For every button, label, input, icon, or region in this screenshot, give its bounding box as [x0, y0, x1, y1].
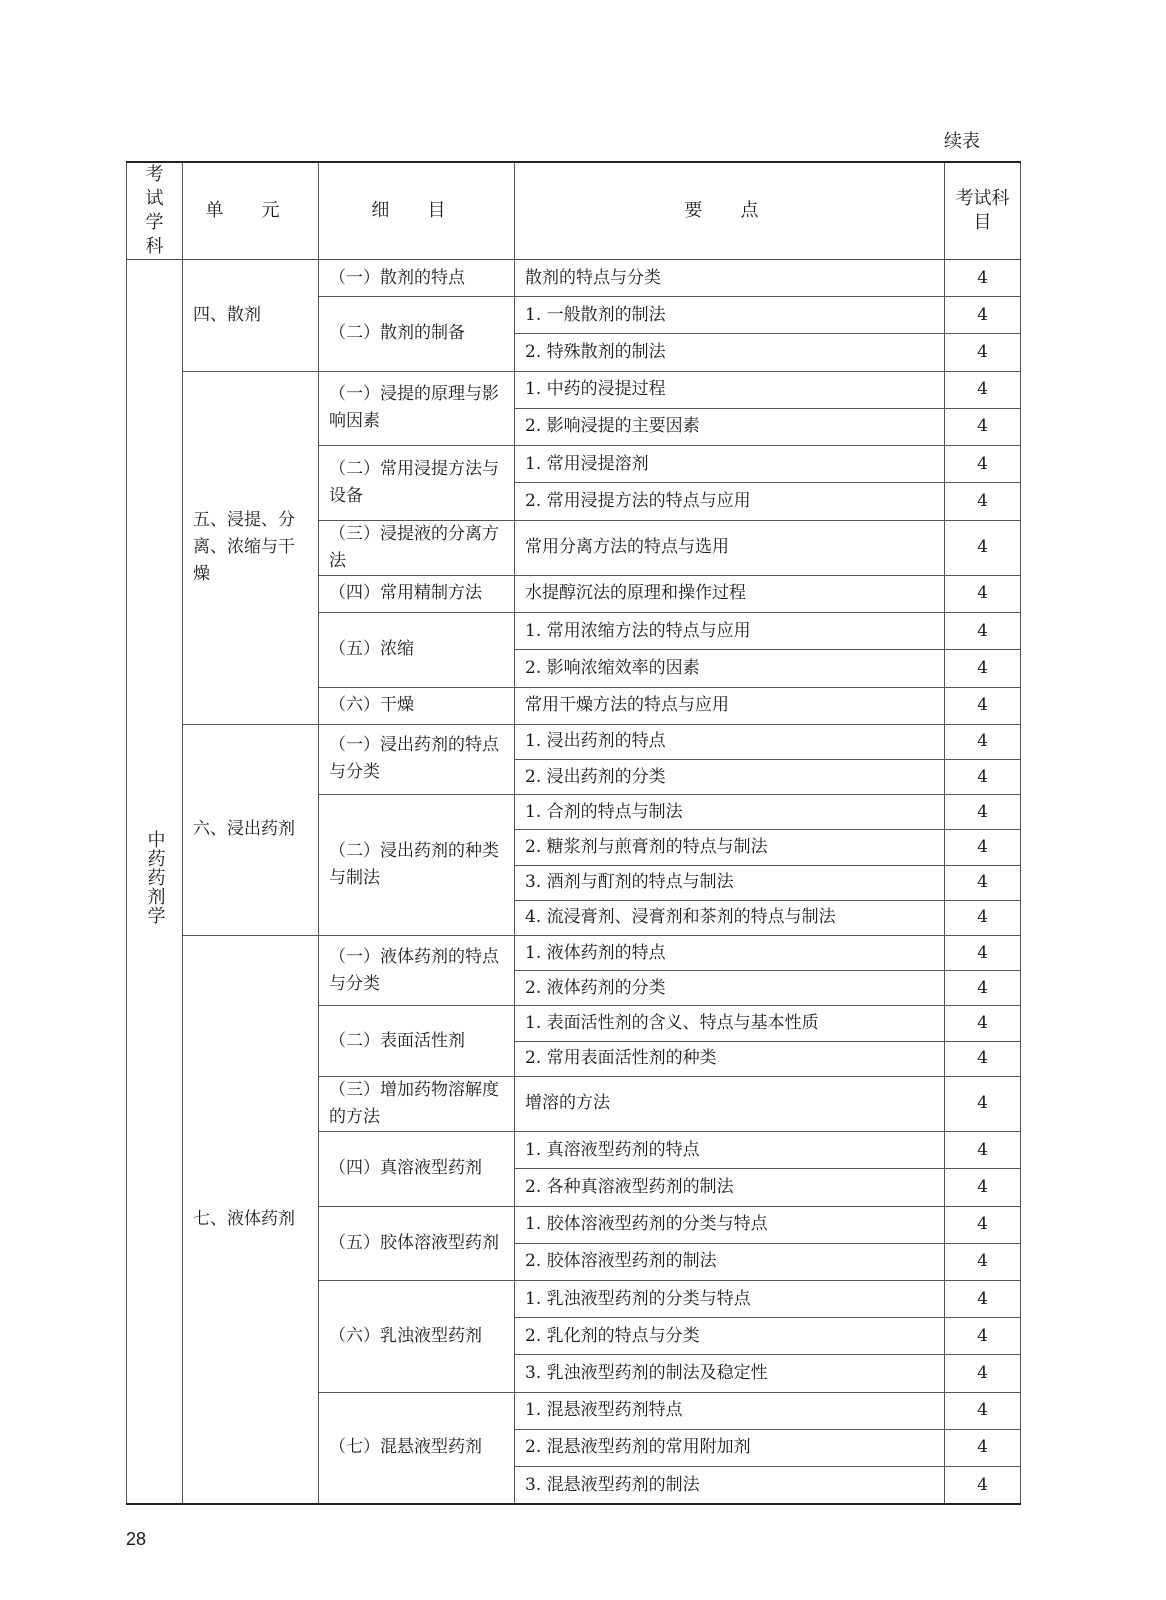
key-point-cell: 2. 乳化剂的特点与分类: [515, 1318, 945, 1355]
exam-level-cell: 4: [945, 408, 1021, 445]
syllabus-table: [126, 161, 1021, 1505]
sub-item-cell: （二）散剂的制备: [319, 297, 515, 371]
header-unit: 单 元: [183, 162, 319, 260]
key-point-cell: 2. 胶体溶液型药剂的制法: [515, 1243, 945, 1280]
sub-item-cell: （四）真溶液型药剂: [319, 1132, 515, 1206]
key-point-cell: 1. 浸出药剂的特点: [515, 724, 945, 759]
sub-item-cell: （五）胶体溶液型药剂: [319, 1206, 515, 1280]
subject-name: 中药药剂学: [144, 829, 166, 925]
exam-level-cell: 4: [945, 1132, 1021, 1169]
header-row: [127, 162, 1021, 260]
sub-item-cell: （一）液体药剂的特点与分类: [319, 935, 515, 1005]
header-subject: 考试学科: [127, 162, 183, 260]
exam-level-cell: 4: [945, 260, 1021, 297]
key-point-cell: 2. 影响浸提的主要因素: [515, 408, 945, 445]
key-point-cell: 水提醇沉法的原理和操作过程: [515, 575, 945, 612]
exam-level-cell: 4: [945, 650, 1021, 687]
table-row: [127, 260, 1021, 297]
header-sub-item: 细 目: [319, 162, 515, 260]
exam-level-cell: 4: [945, 1006, 1021, 1041]
page-number: 28: [126, 1529, 147, 1549]
key-point-cell: 4. 流浸膏剂、浸膏剂和茶剂的特点与制法: [515, 900, 945, 935]
key-point-cell: 1. 乳浊液型药剂的分类与特点: [515, 1280, 945, 1317]
key-point-cell: 3. 混悬液型药剂的制法: [515, 1467, 945, 1504]
key-point-cell: 1. 常用浓缩方法的特点与应用: [515, 613, 945, 650]
unit-cell: 六、浸出药剂: [183, 724, 319, 935]
sub-item-cell: （七）混悬液型药剂: [319, 1392, 515, 1504]
key-point-cell: 2. 各种真溶液型药剂的制法: [515, 1169, 945, 1206]
unit-cell: 四、散剂: [183, 260, 319, 372]
subject-cell: [127, 260, 183, 1505]
exam-level-cell: 4: [945, 687, 1021, 724]
sub-item-cell: （三）增加药物溶解度的方法: [319, 1076, 515, 1131]
key-point-cell: 常用分离方法的特点与选用: [515, 520, 945, 575]
exam-level-cell: 4: [945, 759, 1021, 794]
exam-level-cell: 4: [945, 1467, 1021, 1504]
exam-level-cell: 4: [945, 1076, 1021, 1131]
exam-level-cell: 4: [945, 971, 1021, 1006]
exam-level-cell: 4: [945, 1243, 1021, 1280]
exam-level-cell: 4: [945, 1206, 1021, 1243]
unit-cell: 七、液体药剂: [183, 935, 319, 1504]
key-point-cell: 1. 表面活性剂的含义、特点与基本性质: [515, 1006, 945, 1041]
key-point-cell: 增溶的方法: [515, 1076, 945, 1131]
exam-level-cell: 4: [945, 446, 1021, 483]
header-key-point: 要 点: [515, 162, 945, 260]
table-row: [127, 724, 1021, 759]
key-point-cell: 2. 常用表面活性剂的种类: [515, 1041, 945, 1076]
sub-item-cell: （一）散剂的特点: [319, 260, 515, 297]
sub-item-cell: （五）浓缩: [319, 613, 515, 687]
table-body: [127, 260, 1021, 1505]
sub-item-cell: （三）浸提液的分离方法: [319, 520, 515, 575]
sub-item-cell: （一）浸提的原理与影响因素: [319, 371, 515, 445]
exam-level-cell: 4: [945, 371, 1021, 408]
table-row: [127, 371, 1021, 408]
exam-level-cell: 4: [945, 1318, 1021, 1355]
table-row: [127, 935, 1021, 970]
exam-level-cell: 4: [945, 297, 1021, 334]
continued-table-label: 续表: [944, 131, 980, 152]
key-point-cell: 2. 混悬液型药剂的常用附加剂: [515, 1429, 945, 1466]
exam-level-cell: 4: [945, 1169, 1021, 1206]
sub-item-cell: （六）干燥: [319, 687, 515, 724]
key-point-cell: 2. 液体药剂的分类: [515, 971, 945, 1006]
sub-item-cell: （四）常用精制方法: [319, 575, 515, 612]
key-point-cell: 2. 影响浓缩效率的因素: [515, 650, 945, 687]
exam-level-cell: 4: [945, 613, 1021, 650]
key-point-cell: 1. 中药的浸提过程: [515, 371, 945, 408]
exam-level-cell: 4: [945, 795, 1021, 830]
key-point-cell: 1. 混悬液型药剂特点: [515, 1392, 945, 1429]
key-point-cell: 2. 常用浸提方法的特点与应用: [515, 483, 945, 520]
key-point-cell: 1. 真溶液型药剂的特点: [515, 1132, 945, 1169]
key-point-cell: 3. 酒剂与酊剂的特点与制法: [515, 865, 945, 900]
exam-level-cell: 4: [945, 1041, 1021, 1076]
exam-level-cell: 4: [945, 900, 1021, 935]
exam-level-cell: 4: [945, 483, 1021, 520]
key-point-cell: 2. 浸出药剂的分类: [515, 759, 945, 794]
exam-level-cell: 4: [945, 724, 1021, 759]
sub-item-cell: （六）乳浊液型药剂: [319, 1280, 515, 1392]
header-exam-level: 考试科目: [945, 162, 1021, 260]
exam-level-cell: 4: [945, 334, 1021, 371]
key-point-cell: 2. 糖浆剂与煎膏剂的特点与制法: [515, 830, 945, 865]
key-point-cell: 2. 特殊散剂的制法: [515, 334, 945, 371]
sub-item-cell: （一）浸出药剂的特点与分类: [319, 724, 515, 794]
exam-level-cell: 4: [945, 1392, 1021, 1429]
key-point-cell: 常用干燥方法的特点与应用: [515, 687, 945, 724]
key-point-cell: 1. 胶体溶液型药剂的分类与特点: [515, 1206, 945, 1243]
sub-item-cell: （二）浸出药剂的种类与制法: [319, 795, 515, 936]
exam-level-cell: 4: [945, 575, 1021, 612]
key-point-cell: 3. 乳浊液型药剂的制法及稳定性: [515, 1355, 945, 1392]
sub-item-cell: （二）常用浸提方法与设备: [319, 446, 515, 520]
key-point-cell: 1. 常用浸提溶剂: [515, 446, 945, 483]
sub-item-cell: （二）表面活性剂: [319, 1006, 515, 1076]
exam-level-cell: 4: [945, 520, 1021, 575]
exam-level-cell: 4: [945, 865, 1021, 900]
key-point-cell: 1. 一般散剂的制法: [515, 297, 945, 334]
key-point-cell: 1. 液体药剂的特点: [515, 935, 945, 970]
exam-level-cell: 4: [945, 1355, 1021, 1392]
unit-cell: 五、浸提、分离、浓缩与干燥: [183, 371, 319, 724]
exam-level-cell: 4: [945, 1429, 1021, 1466]
exam-level-cell: 4: [945, 830, 1021, 865]
key-point-cell: 散剂的特点与分类: [515, 260, 945, 297]
exam-level-cell: 4: [945, 935, 1021, 970]
exam-level-cell: 4: [945, 1280, 1021, 1317]
key-point-cell: 1. 合剂的特点与制法: [515, 795, 945, 830]
